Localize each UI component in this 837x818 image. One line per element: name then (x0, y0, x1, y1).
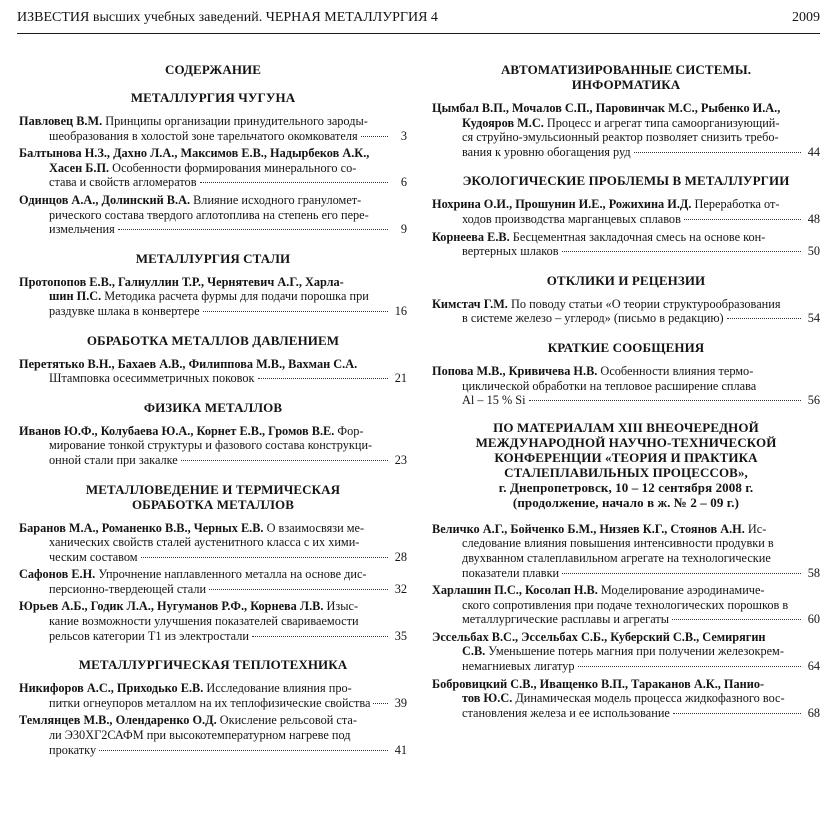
entry-last-line (19, 222, 407, 237)
page-number: 21 (394, 371, 407, 386)
toc-section (19, 657, 407, 757)
leader-dots (672, 619, 801, 620)
entry-title-text: става и свойств агломератов (49, 175, 197, 190)
conference-heading (432, 420, 820, 510)
entry-authors: Иванов Ю.Ф., Колубаева Ю.А., Корнет Е.В., Громов В.Е. (19, 423, 335, 438)
toc-entry (19, 567, 407, 596)
entry-line (19, 713, 407, 728)
conference-heading-line: (продолжение, начало в ж. № 2 – 09 г.) (512, 494, 740, 510)
entry-title-text: Принципы организации принудительного зароды- (102, 114, 368, 128)
entry-line (19, 599, 407, 614)
entry-last-line (19, 371, 407, 386)
entry-line (432, 536, 820, 551)
entry-title-text: Окисление рельсовой ста- (216, 713, 357, 728)
entry-line (19, 424, 407, 439)
entry-authors: Одинцов А.А., Долинский В.А. (19, 192, 191, 207)
entry-title-text: Методика расчета фурмы для подачи порошка при (101, 289, 369, 304)
entry-line (432, 522, 820, 537)
entry-authors: Харлашин П.С., Косолап Н.В. (432, 583, 598, 598)
toc-section (19, 482, 407, 644)
toc-entry (432, 197, 820, 226)
entry-line (432, 197, 820, 212)
section-heading (432, 340, 820, 355)
conference-heading-line: КОНФЕРЕНЦИИ «ТЕОРИЯ И ПРАКТИКА (494, 449, 758, 465)
entry-line (19, 681, 407, 696)
entry-line (19, 161, 407, 176)
entry-title-text: Динамическая модель процесса жидкофазного вос- (512, 691, 785, 706)
entry-last-line (19, 696, 407, 711)
entry-title-text: немагниевых лигатур (462, 659, 575, 674)
entry-line (432, 598, 820, 613)
entry-title-text: Фор- (334, 423, 364, 438)
toc-section (19, 251, 407, 319)
entry-line (432, 677, 820, 692)
section-heading-line: МЕТАЛЛОВЕДЕНИЕ И ТЕРМИЧЕСКАЯ (85, 481, 341, 497)
toc-entry (432, 364, 820, 408)
toc-entry (432, 101, 820, 159)
entry-last-line (19, 129, 407, 144)
leader-dots (118, 229, 388, 230)
leader-dots (673, 713, 801, 714)
page-number: 58 (807, 565, 820, 580)
entry-title-text: следование влияния повышения интенсивности продувки в (462, 536, 774, 551)
entry-title-text: персионно-твердеющей стали (49, 581, 207, 596)
toc-entry (19, 114, 407, 143)
section-heading (432, 62, 820, 92)
page-number: 35 (394, 628, 407, 643)
entry-last-line (432, 212, 820, 227)
entry-last-line (432, 145, 820, 160)
conference-heading-line: МЕЖДУНАРОДНОЙ НАУЧНО-ТЕХНИЧЕСКОЙ (475, 434, 777, 450)
entry-authors: С.В. (462, 644, 486, 659)
entry-line (432, 691, 820, 706)
page-number: 54 (807, 311, 820, 326)
entry-line (19, 357, 407, 372)
toc-section (19, 400, 407, 468)
entry-line (432, 379, 820, 394)
entry-line (19, 535, 407, 550)
toc-section (432, 340, 820, 408)
entry-line (19, 728, 407, 743)
page-number: 41 (394, 742, 407, 757)
toc-section (432, 62, 820, 159)
entry-line (432, 101, 820, 116)
page-number: 28 (394, 549, 407, 564)
entry-title-text: Бесцементная закладочная смесь на основе кон- (509, 229, 766, 244)
section-heading-line: ФИЗИКА МЕТАЛЛОВ (143, 399, 283, 415)
section-heading-line: КРАТКИЕ СООБЩЕНИЯ (547, 339, 705, 355)
entry-title-text: рического состава твердого аглотоплива на степень его пере- (49, 207, 369, 222)
entry-title-text: становления железа и ее использование (462, 705, 670, 720)
entry-title-text: рельсов категории Т1 из электростали (49, 628, 249, 643)
section-heading-line: МЕТАЛЛУРГИЧЕСКАЯ ТЕПЛОТЕХНИКА (78, 657, 348, 673)
section-heading (19, 333, 407, 348)
entry-authors: Перетятько В.Н., Бахаев А.В., Филиппова М.В., Вахман С.А. (19, 356, 358, 371)
leader-dots (578, 666, 801, 667)
entry-title-text: Процесс и агрегат типа самоорганизующий- (543, 115, 780, 130)
page-number: 9 (400, 222, 407, 237)
leader-dots (562, 251, 801, 252)
conference-heading-line: ПО МАТЕРИАЛАМ XIII ВНЕОЧЕРЕДНОЙ (493, 419, 759, 435)
section-heading-line: ОБРАБОТКА МЕТАЛЛОВ ДАВЛЕНИЕМ (86, 332, 340, 348)
entry-title-text: Штамповка осесимметричных поковок (49, 371, 255, 386)
entry-title-text: ли Э30ХГ2САФМ при высокотемпературном нагреве под (49, 728, 351, 743)
entry-title-text: Влияние исходного грануломет- (190, 192, 362, 207)
page-number: 60 (807, 612, 820, 627)
entry-authors: Никифоров А.С., Приходько Е.В. (19, 681, 204, 696)
entry-line (19, 275, 407, 290)
entry-last-line (432, 612, 820, 627)
page-number: 68 (807, 705, 820, 720)
toc-entry (432, 630, 820, 674)
page-number: 50 (807, 244, 820, 259)
entry-title-text: вания к уровню обогащения руд (462, 144, 631, 159)
leader-dots (361, 136, 388, 137)
entry-authors: Попова М.В., Кривичева Н.В. (432, 363, 598, 378)
entry-title-text: вертерных шлаков (462, 244, 559, 259)
entry-authors: Кудояров М.С. (462, 115, 544, 130)
entry-title-text: По поводу статьи «О теории структурообразования (507, 296, 781, 311)
page-number: 3 (400, 128, 407, 143)
entry-title-text: циклической обработки на тепловое расширение сплава (462, 378, 757, 393)
section-heading-line: ОТКЛИКИ И РЕЦЕНЗИИ (546, 272, 706, 288)
entry-last-line (432, 311, 820, 326)
entry-line (19, 114, 407, 129)
section-heading-line: ИНФОРМАТИКА (571, 77, 681, 92)
contents-title: СОДЕРЖАНИЕ (164, 62, 262, 77)
entry-title-text: Упрочнение наплавленного металла на основе дис- (95, 567, 367, 582)
page-number: 6 (400, 175, 407, 190)
entry-last-line (19, 304, 407, 319)
section-heading (19, 657, 407, 672)
conference-heading-line: СТАЛЕПЛАВИЛЬНЫХ ПРОЦЕССОВ», (504, 464, 748, 480)
leader-dots (529, 400, 801, 401)
year: 2009 (792, 10, 820, 25)
entry-last-line (432, 566, 820, 581)
leader-dots (252, 636, 388, 637)
toc-entry (432, 583, 820, 627)
entry-title-text: Особенности формирования минерального со- (109, 160, 357, 175)
entry-title-text: Ис- (744, 521, 767, 536)
entry-title-text: металлургические расплавы и агрегаты (462, 612, 669, 627)
entry-last-line (19, 582, 407, 597)
page-number: 48 (807, 211, 820, 226)
page-number: 64 (807, 659, 820, 674)
entry-title-text: мирование тонкой структуры и фазового состава конструкци- (49, 438, 373, 453)
entry-line (19, 208, 407, 223)
section-heading (19, 482, 407, 512)
entry-authors: Величко А.Г., Бойченко Б.М., Низяев К.Г., Стоянов А.Н. (432, 521, 745, 536)
page-number: 44 (807, 144, 820, 159)
entry-last-line (19, 743, 407, 758)
leader-dots (181, 460, 388, 461)
section-heading (19, 251, 407, 266)
entry-line (19, 567, 407, 582)
entry-last-line (432, 706, 820, 721)
entry-title-text: О взаимосвязи ме- (263, 520, 365, 535)
entry-line (432, 230, 820, 245)
entry-title-text: Моделирование аэродинамиче- (597, 583, 765, 598)
entry-authors: Эссельбах В.С., Эссельбах С.Б., Куберский С.В., Семирягин (432, 629, 766, 644)
entry-line (19, 193, 407, 208)
section-heading-line: АВТОМАТИЗИРОВАННЫЕ СИСТЕМЫ. (500, 62, 752, 77)
entry-authors: Корнеева Е.В. (432, 229, 510, 244)
leader-dots (200, 182, 388, 183)
entry-title-text: Исследование влияния про- (203, 681, 352, 696)
leader-dots (209, 589, 388, 590)
entry-authors: Балтынова Н.З., Дахно Л.А., Максимов Е.В., Надырбеков А.К., (19, 146, 370, 161)
toc-section (432, 273, 820, 326)
entry-title-text: Изыс- (323, 599, 359, 614)
section-heading-line: МЕТАЛЛУРГИЯ ЧУГУНА (130, 90, 296, 105)
entry-title-text: показатели плавки (462, 565, 560, 580)
toc-entry (432, 522, 820, 580)
entry-title-text: Уменьшение потерь магния при получении железокрем- (485, 644, 784, 659)
left-column (19, 62, 407, 760)
leader-dots (562, 573, 801, 574)
entry-title-text: кание возможности улучшения показателей свариваемости (49, 614, 359, 629)
entry-authors: Кимстач Г.М. (432, 296, 508, 311)
entry-line (19, 146, 407, 161)
page-number: 16 (394, 303, 407, 318)
entry-last-line (19, 629, 407, 644)
toc-entry (19, 521, 407, 565)
entry-authors: Сафонов Е.Н. (19, 567, 96, 582)
entry-title-text: онной стали при закалке (49, 452, 178, 467)
entry-title-text: шеобразования в холостой зоне тарельчатого окомкователя (49, 128, 358, 143)
toc-section (19, 333, 407, 386)
running-head (17, 10, 820, 28)
conference-heading-line: г. Днепропетровск, 10 – 12 сентября 2008 г. (498, 479, 754, 495)
toc-entry (19, 681, 407, 710)
entry-title-text: ского сопротивления при подаче технологических порошков в (462, 597, 789, 612)
entry-last-line (19, 453, 407, 468)
page-number: 56 (807, 393, 820, 408)
entry-title-text: Переработка от- (691, 197, 780, 212)
entry-authors: Бобровицкий С.В., Иващенко В.П., Тараканов А.К., Панио- (432, 676, 765, 691)
toc-entry (19, 275, 407, 319)
journal-title: ИЗВЕСТИЯ высших учебных заведений. ЧЕРНАЯ МЕТАЛЛУРГИЯ 4 (17, 10, 438, 25)
contents-columns (17, 62, 820, 760)
entry-title-text: прокатку (49, 742, 97, 757)
toc-section (432, 173, 820, 258)
entry-last-line (19, 550, 407, 565)
entry-authors: Протопопов Е.В., Галиуллин Т.Р., Чернятевич А.Г., Харла- (19, 274, 344, 289)
toc-entry (19, 146, 407, 190)
entry-title-text: двухванном сталеплавильном агрегате на технологические (462, 550, 771, 565)
entry-line (432, 364, 820, 379)
section-heading-line: МЕТАЛЛУРГИЯ СТАЛИ (135, 250, 291, 266)
entry-line (432, 630, 820, 645)
entry-title-text: ся струйно-эмульсионный реактор позволяет снизить требо- (462, 130, 779, 145)
toc-entry (432, 677, 820, 721)
entry-title-text: измельчения (49, 222, 115, 237)
leader-dots (99, 750, 388, 751)
entry-line (19, 438, 407, 453)
section-heading (432, 173, 820, 188)
page-number: 32 (394, 581, 407, 596)
entry-authors: тов Ю.С. (462, 691, 513, 706)
entry-authors: Темлянцев М.В., Олендаренко О.Д. (19, 713, 217, 728)
entry-line (432, 551, 820, 566)
leader-dots (258, 378, 389, 379)
entry-line (432, 297, 820, 312)
section-heading (19, 400, 407, 415)
toc-entry (432, 230, 820, 259)
leader-dots (141, 557, 388, 558)
toc-entry (19, 713, 407, 757)
entry-title-text: раздувке шлака в конвертере (49, 303, 200, 318)
entry-line (432, 644, 820, 659)
entry-last-line (19, 175, 407, 190)
entry-title-text: в системе железо – углерод» (письмо в редакцию) (462, 311, 724, 326)
entry-authors: Нохрина О.И., Прошунин И.Е., Рожихина И.Д. (432, 197, 692, 212)
entry-line (19, 614, 407, 629)
leader-dots (684, 219, 801, 220)
section-heading (19, 90, 407, 105)
entry-authors: Павловец В.М. (19, 114, 103, 128)
entry-authors: Баранов М.А., Романенко В.В., Черных Е.В. (19, 520, 264, 535)
section-heading-line: ЭКОЛОГИЧЕСКИЕ ПРОБЛЕМЫ В МЕТАЛЛУРГИИ (462, 173, 790, 189)
section-heading (432, 273, 820, 288)
page-number: 23 (394, 452, 407, 467)
entry-authors: шин П.С. (49, 289, 102, 304)
leader-dots (373, 703, 388, 704)
entry-authors: Юрьев А.Б., Годик Л.А., Нугуманов Р.Ф., Корнева Л.В. (19, 599, 324, 614)
entry-title-text: Al – 15 % Si (462, 393, 526, 408)
entry-line (432, 583, 820, 598)
entry-line (19, 521, 407, 536)
entry-authors: Цымбал В.П., Мочалов С.П., Паровинчак М.С., Рыбенко И.А., (432, 101, 781, 115)
entry-line (19, 289, 407, 304)
entry-last-line (432, 244, 820, 259)
entry-line (432, 116, 820, 131)
entry-title-text: питки огнеупоров металлом на их теплофизические свойства (49, 695, 371, 710)
toc-entry (432, 297, 820, 326)
leader-dots (727, 318, 801, 319)
entry-line (432, 130, 820, 145)
page-number: 39 (394, 695, 407, 710)
toc-entry (19, 193, 407, 237)
leader-dots (634, 152, 801, 153)
entry-title-text: ческим составом (49, 549, 138, 564)
entry-title-text: ханических свойств сталей аустенитного класса с их хими- (49, 535, 360, 550)
section-heading-line: ОБРАБОТКА МЕТАЛЛОВ (131, 496, 295, 512)
entry-last-line (432, 393, 820, 408)
header-rule (17, 33, 820, 34)
toc-entry (19, 424, 407, 468)
right-column (432, 62, 820, 760)
toc-entry (19, 599, 407, 643)
toc-section (19, 90, 407, 237)
leader-dots (203, 311, 388, 312)
entry-last-line (432, 659, 820, 674)
toc-entry (19, 357, 407, 386)
entry-title-text: Особенности влияния термо- (597, 363, 754, 378)
entry-title-text: ходов производства марганцевых сплавов (462, 211, 681, 226)
entry-authors: Хасен Б.П. (49, 160, 110, 175)
